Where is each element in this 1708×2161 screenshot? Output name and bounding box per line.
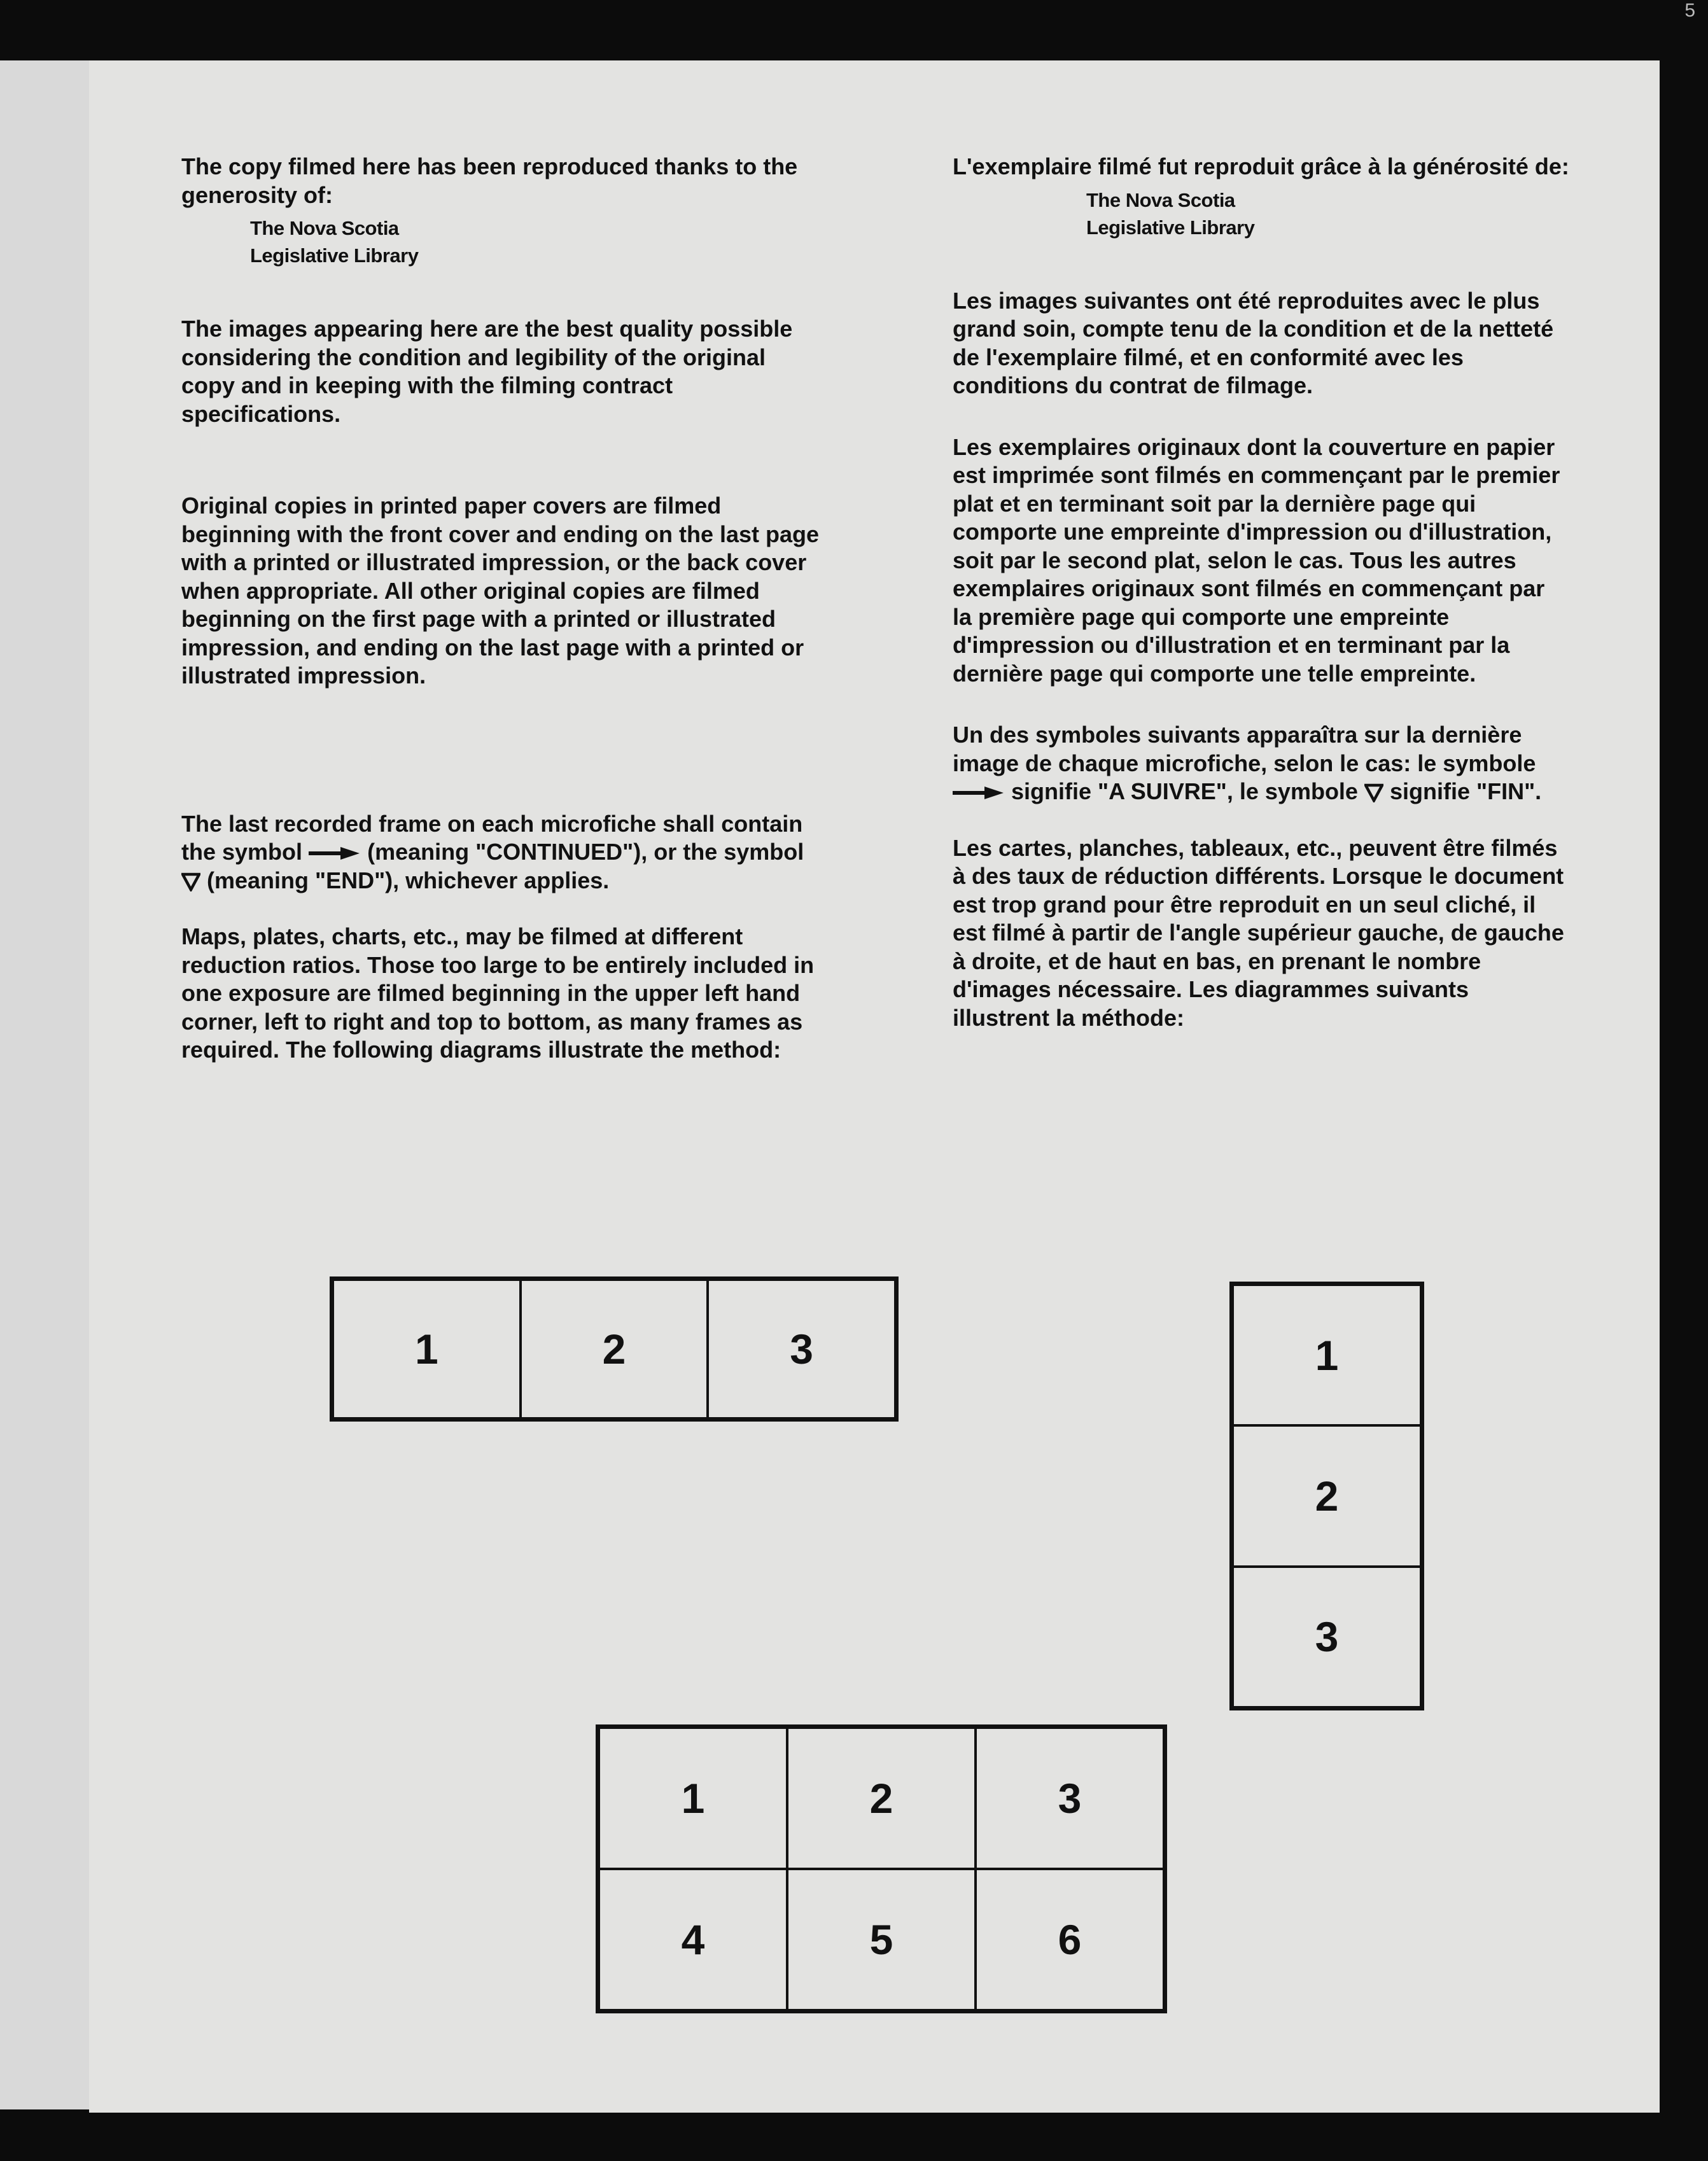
french-column [953, 153, 1570, 1032]
en-symbol-text-c: (meaning "END"), whichever applies. [207, 867, 610, 893]
english-column [181, 153, 824, 1065]
en-originals-paragraph: Original copies in printed paper covers are filmed beginning with the front cover and ending on the last page with a printed or illustrated impression, or the back cover when appropriate. All other original copies are filmed beginning on the first page with a printed or illustrated impression, and ending on the last page with a printed or illustrated impression. [181, 493, 820, 689]
continued-arrow-icon [309, 846, 361, 861]
fr-originals-paragraph: Les exemplaires originaux dont la couverture en papier est imprimée sont filmés en commençant par le premier plat et en terminant soit par la dernière page qui comporte une empreinte d'impression ou d'illustration, soit par le second plat, selon le cas. Tous les autres exemplaires originaux sont filmés en commençant par la première page qui comporte une empreinte d'impression ou d'illustration et en terminant par la dernière page qui comporte une telle empreinte. [953, 433, 1560, 687]
fr-symbol-text-a: Un des symboles suivants apparaîtra sur la dernière image de chaque microfiche, selon le cas: le symbole [953, 722, 1536, 776]
en-library-line1: The Nova Scotia [250, 217, 399, 239]
frame-cell: 3 [1233, 1567, 1421, 1707]
frame-cell: 3 [976, 1728, 1164, 1869]
en-library-line2: Legislative Library [250, 244, 419, 267]
fr-symbol-paragraph [953, 721, 1570, 806]
frame-cell: 1 [599, 1728, 787, 1869]
en-symbol-text-a: The last recorded frame on each microfiche shall contain the symbol [181, 810, 803, 865]
end-triangle-icon [181, 872, 200, 892]
fr-symbol-text-c: signifie "FIN". [1390, 778, 1542, 804]
diagram-grid [596, 1724, 1167, 2013]
frame-cell: 2 [1233, 1425, 1421, 1566]
frame-cell: 1 [1233, 1285, 1421, 1425]
en-quality-paragraph: The images appearing here are the best quality possible considering the condition and legibility of the original copy and in keeping with the filming contract specifications. [181, 316, 793, 427]
fr-library-line2: Legislative Library [1086, 216, 1255, 239]
fr-maps-paragraph: Les cartes, planches, tableaux, etc., peuvent être filmés à des taux de réduction différents. Lorsque le document est trop grand pour être reproduit en un seul cliché, il est filmé à partir de l'angle supérieur gauche, de gauche à droite, et de haut en bas, en prenant le nombre d'images nécessaire. Les diagrammes suivants illustrent la méthode: [953, 834, 1564, 1031]
en-maps-paragraph: Maps, plates, charts, etc., may be filmed at different reduction ratios. Those too large to be entirely included in one exposure are filmed beginning in the upper left hand corner, left to right and top to bottom, as many frames as required. The following diagrams illustrate the method: [181, 923, 815, 1063]
frame-cell: 3 [708, 1280, 895, 1418]
frame-cell: 6 [976, 1869, 1164, 2010]
left-page-edge [0, 60, 89, 2109]
fr-thanks: L'exemplaire filmé fut reproduit grâce à la générosité de: [953, 153, 1569, 179]
en-symbol-text-b: (meaning "CONTINUED"), or the symbol [367, 839, 804, 865]
en-symbol-paragraph [181, 810, 824, 895]
en-thanks: The copy filmed here has been reproduced thanks to the generosity of: [181, 153, 798, 208]
diagram-vertical [1229, 1282, 1424, 1710]
fr-symbol-text-b: signifie "A SUIVRE", le symbole [1011, 778, 1358, 804]
frame-cell: 5 [787, 1869, 976, 2010]
continued-arrow-icon [953, 785, 1005, 801]
fr-quality-paragraph: Les images suivantes ont été reproduites avec le plus grand soin, compte tenu de la condition et de la netteté de l'exemplaire filmé, et en conformité avec les conditions du contrat de filmage. [953, 287, 1554, 398]
diagram-horizontal [330, 1276, 899, 1422]
end-triangle-icon [1364, 783, 1383, 802]
fr-library-line1: The Nova Scotia [1086, 188, 1235, 211]
frame-cell: 1 [333, 1280, 521, 1418]
corner-mark: 5 [1684, 0, 1695, 21]
frame-cell: 2 [521, 1280, 708, 1418]
frame-cell: 2 [787, 1728, 976, 1869]
frame-cell: 4 [599, 1869, 787, 2010]
